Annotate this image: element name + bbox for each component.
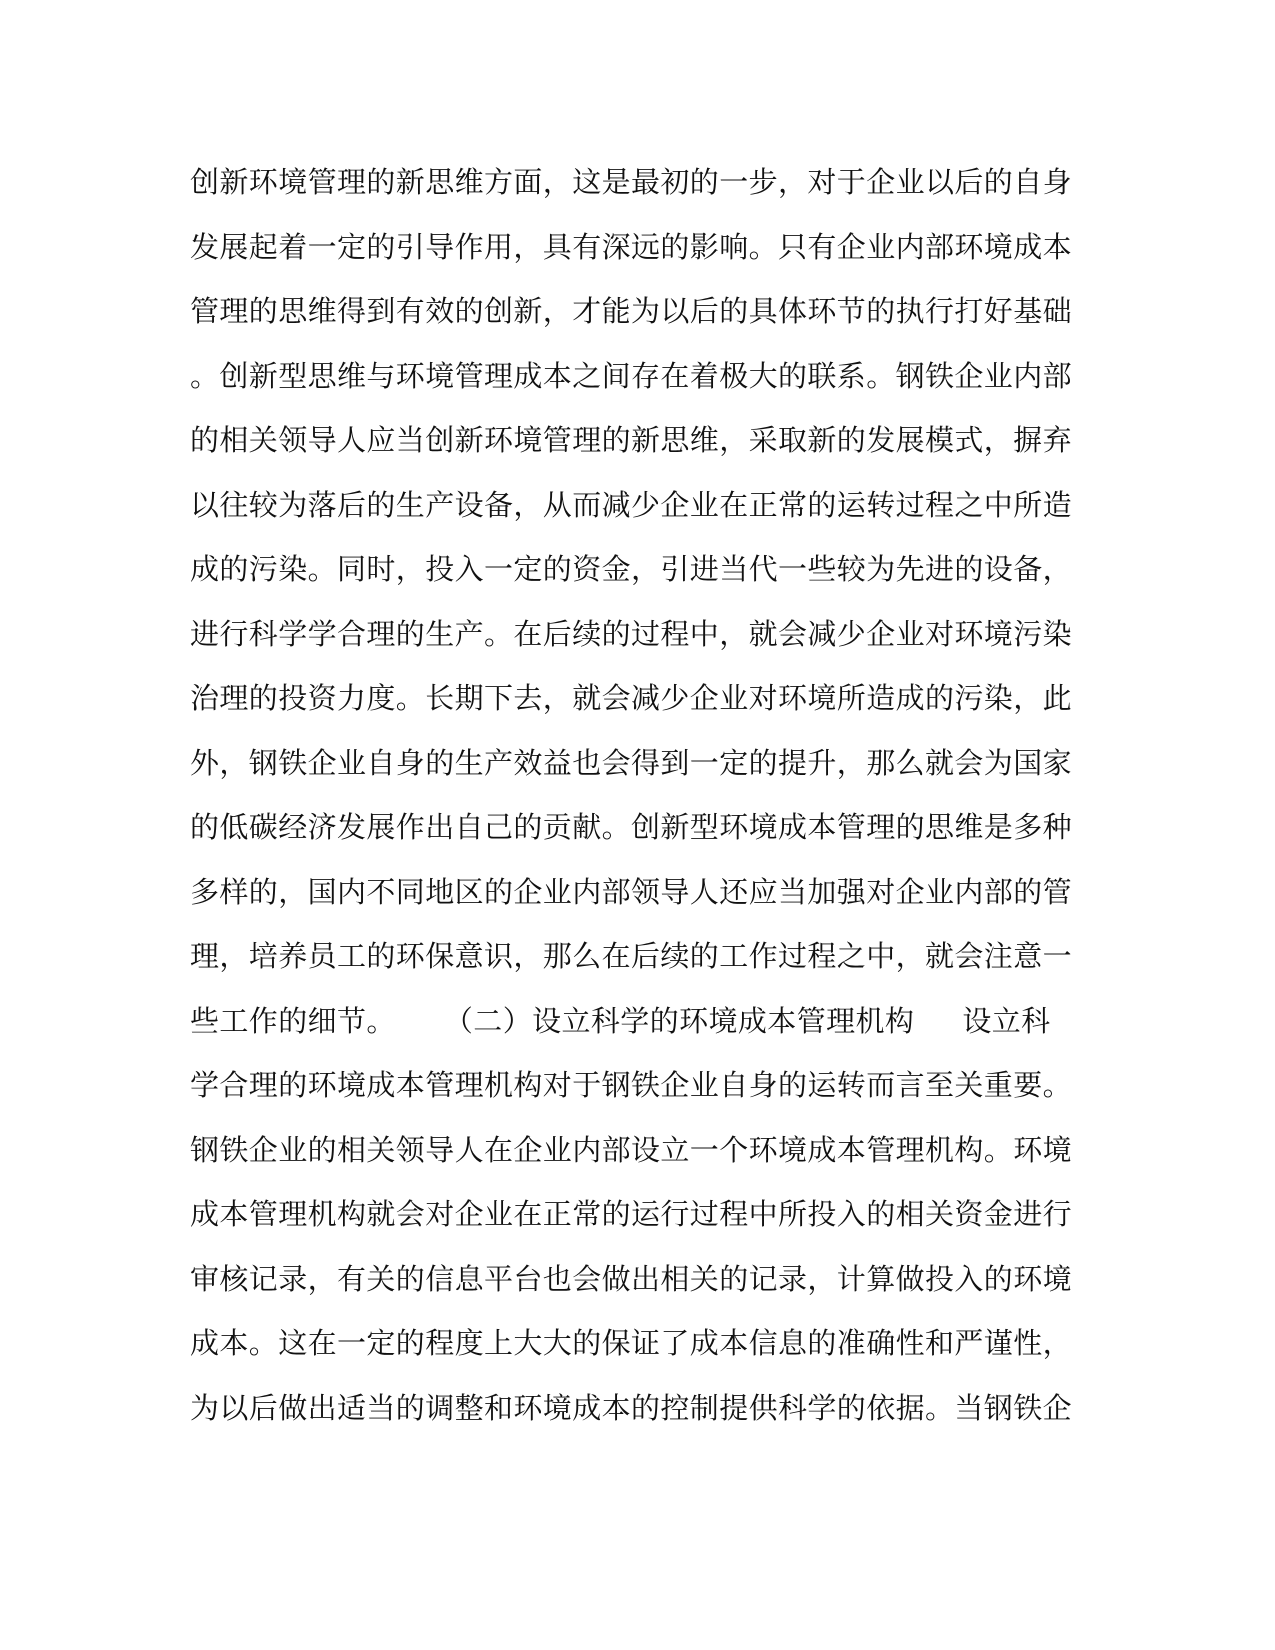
text-line: 为以后做出适当的调整和环境成本的控制提供科学的依据。当钢铁企 [190,1390,1073,1425]
text-line: 学合理的环境成本管理机构对于钢铁企业自身的运转而言至关重要。 [190,1068,1073,1102]
text-line: 以往较为落后的生产设备，从而减少企业在正常的运转过程之中所造 [190,487,1073,522]
text-line: 多样的，国内不同地区的企业内部领导人还应当加强对企业内部的管 [190,874,1073,909]
text-line: 成本管理机构就会对企业在正常的运行过程中所投入的相关资金进行 [190,1197,1073,1231]
text-line: 成本。这在一定的程度上大大的保证了成本信息的准确性和严谨性， [190,1326,1073,1360]
text-line: 外，钢铁企业自身的生产效益也会得到一定的提升，那么就会为国家 [190,745,1073,780]
text-line: 理，培养员工的环保意识，那么在后续的工作过程之中，就会注意一 [190,939,1073,973]
section-heading-line: 些工作的细节。 （二）设立科学的环境成本管理机构 设立科 [190,1003,1051,1038]
body-text [190,150,1073,1440]
text-line: 创新环境管理的新思维方面，这是最初的一步，对于企业以后的自身 [190,165,1073,199]
text-line: 治理的投资力度。长期下去，就会减少企业对环境所造成的污染，此 [190,681,1073,715]
text-line: 的相关领导人应当创新环境管理的新思维，采取新的发展模式，摒弃 [190,423,1073,457]
text-line: 。创新型思维与环境管理成本之间存在着极大的联系。钢铁企业内部 [190,358,1073,393]
text-line: 进行科学学合理的生产。在后续的过程中，就会减少企业对环境污染 [190,616,1073,651]
text-line: 成的污染。同时，投入一定的资金，引进当代一些较为先进的设备， [190,552,1073,586]
text-line: 钢铁企业的相关领导人在企业内部设立一个环境成本管理机构。环境 [190,1132,1073,1167]
text-line: 审核记录，有关的信息平台也会做出相关的记录，计算做投入的环境 [190,1261,1073,1296]
text-line: 管理的思维得到有效的创新，才能为以后的具体环节的执行打好基础 [190,294,1073,328]
text-line: 发展起着一定的引导作用，具有深远的影响。只有企业内部环境成本 [190,229,1073,264]
text-line: 的低碳经济发展作出自己的贡献。创新型环境成本管理的思维是多种 [190,810,1073,844]
